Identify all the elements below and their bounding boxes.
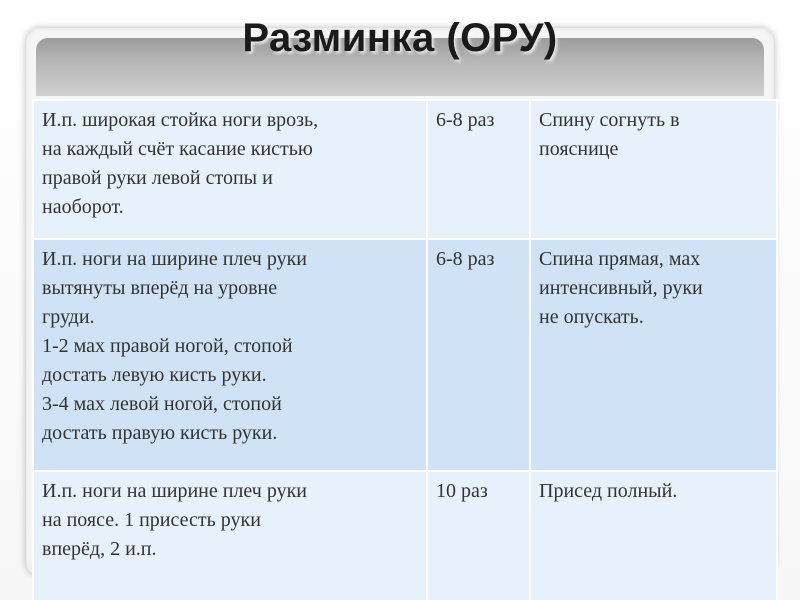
description-line: вытянуты вперёд на уровне [42, 277, 278, 299]
description-line: достать левую кисть руки. [42, 364, 267, 386]
reps-cell [427, 100, 530, 239]
description-cell [33, 100, 427, 239]
description-cell [33, 471, 427, 600]
description-line: 3-4 мах левой ногой, стопой [42, 393, 282, 415]
reps-value: 6-8 раз [436, 109, 495, 131]
description-line: правой руки левой стопы и [42, 167, 273, 189]
note-cell [530, 471, 777, 600]
exercise-table [32, 99, 778, 600]
description-line: на каждый счёт касание кистью [42, 138, 313, 160]
description-line: И.п. широкая стойка ноги врозь, [42, 109, 319, 131]
table-row [33, 471, 777, 600]
note-line: пояснице [539, 138, 619, 160]
description-cell [33, 239, 427, 471]
reps-value: 10 раз [436, 480, 488, 502]
description-line: И.п. ноги на ширине плеч руки [42, 248, 307, 270]
reps-cell [427, 239, 530, 471]
description-line: вперёд, 2 и.п. [42, 538, 157, 560]
description-line: на поясе. 1 присесть руки [42, 509, 261, 531]
note-line: Присед полный. [539, 480, 678, 502]
note-cell [530, 239, 777, 471]
description-line: достать правую кисть руки. [42, 422, 278, 444]
note-line: интенсивный, руки [539, 277, 703, 299]
reps-value: 6-8 раз [436, 248, 495, 270]
description-line: И.п. ноги на ширине плеч руки [42, 480, 307, 502]
description-line: 1-2 мах правой ногой, стопой [42, 335, 293, 357]
note-line: Спину согнуть в [539, 109, 680, 131]
description-line: наоборот. [42, 196, 124, 218]
description-line: груди. [42, 306, 95, 328]
table-row [33, 239, 777, 471]
note-cell [530, 100, 777, 239]
table-row [33, 100, 777, 239]
slide-title: Разминка (ОРУ) [242, 16, 558, 60]
note-line: Спина прямая, мах [539, 248, 701, 270]
note-line: не опускать. [539, 306, 644, 328]
reps-cell [427, 471, 530, 600]
